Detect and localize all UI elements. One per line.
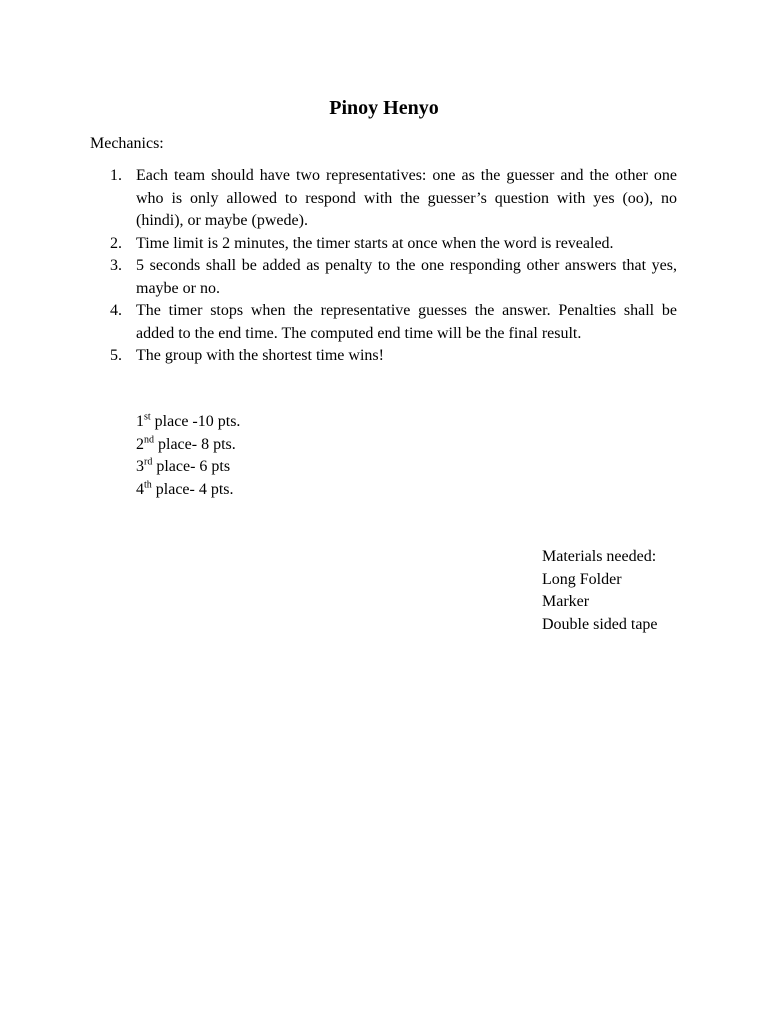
points-rank: 2 (136, 435, 144, 453)
materials-item: Marker (542, 593, 590, 610)
points-text: place -10 pts. (150, 413, 241, 430)
mechanics-item-text: 5 seconds shall be added as penalty to the one responding other answers that yes, maybe or no. (136, 257, 677, 297)
materials-item: Long Folder (542, 570, 622, 588)
mechanics-item-text: The timer stops when the representative guesses the answer. Penalties shall be added to the end time. The computed end time will be the final result. (136, 302, 677, 342)
mechanics-item-text: The group with the shortest time wins! (136, 347, 384, 364)
points-rank: 1 (136, 413, 144, 430)
points-rank-suffix: nd (144, 434, 154, 446)
mechanics-item-text: Time limit is 2 minutes, the timer starts at once when the word is revealed. (136, 234, 614, 252)
materials-heading: Materials needed: (542, 548, 657, 565)
points-item (136, 411, 240, 434)
points-rank-suffix: th (144, 479, 152, 491)
mechanics-item (110, 233, 677, 256)
mechanics-item (110, 255, 677, 300)
mechanics-item-number: 2. (110, 234, 122, 252)
mechanics-item (110, 165, 677, 233)
mechanics-item-text: Each team should have two representatives: one as the guesser and the other one who is only allowed to respond with the guesser’s question with yes (oo), no (hindi), or maybe (pwede). (136, 167, 677, 229)
points-text: place- 4 pts. (151, 480, 234, 498)
mechanics-item-number: 5. (110, 347, 122, 364)
points-rank-suffix: rd (144, 456, 153, 468)
points-rank: 3 (136, 458, 144, 475)
mechanics-list (110, 165, 677, 368)
points-item (136, 479, 240, 502)
points-text: place- 6 pts (152, 458, 231, 475)
document-title: Pinoy Henyo (329, 97, 439, 119)
points-rank: 4 (136, 480, 144, 498)
mechanics-item (110, 300, 677, 345)
mechanics-item (110, 345, 677, 368)
points-text: place- 8 pts. (154, 435, 236, 453)
mechanics-item-number: 4. (110, 302, 122, 319)
mechanics-heading: Mechanics: (90, 135, 164, 152)
mechanics-item-number: 1. (110, 167, 122, 184)
materials-list (542, 546, 658, 636)
points-item (136, 456, 240, 479)
points-rank-suffix: st (144, 411, 151, 423)
materials-item: Double sided tape (542, 615, 658, 633)
points-list (136, 411, 240, 501)
points-item (136, 434, 240, 457)
mechanics-item-number: 3. (110, 257, 122, 274)
